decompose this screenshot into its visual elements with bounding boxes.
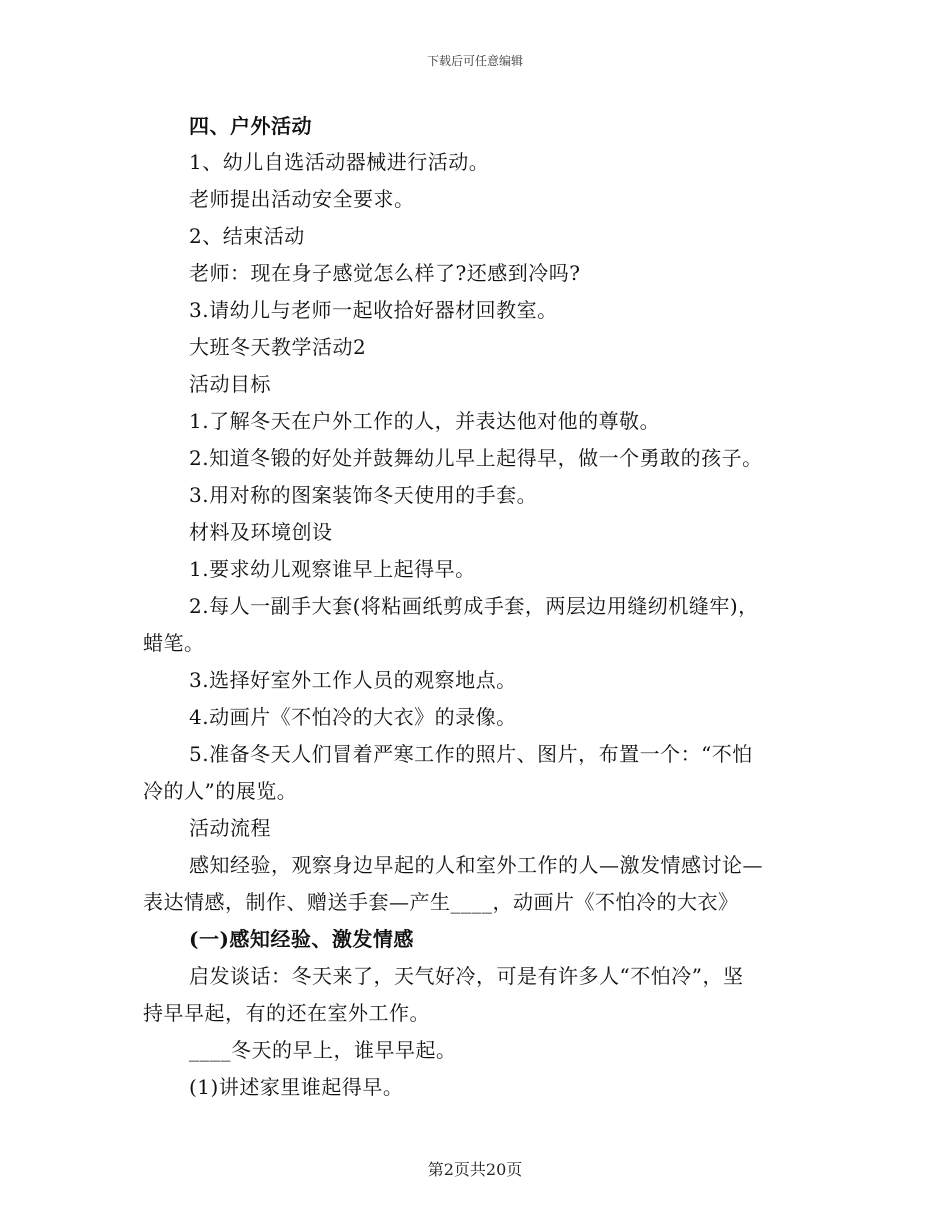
page-number: 第2页共20页 xyxy=(427,1160,523,1179)
paragraph-line: 感知经验，观察身边早起的人和室外工作的人—激发情感讨论— xyxy=(189,853,763,877)
paragraph-line: 3.选择好室外工作人员的观察地点。 xyxy=(189,668,517,692)
paragraph-line: 1.了解冬天在户外工作的人，并表达他对他的尊敬。 xyxy=(189,409,661,433)
paragraph-line: 2、结束活动 xyxy=(189,224,305,248)
paragraph-line: 活动流程 xyxy=(189,816,271,840)
paragraph-line: 老师提出活动安全要求。 xyxy=(189,187,415,211)
paragraph-line: 2.知道冬锻的好处并鼓舞幼儿早上起得早，做一个勇敢的孩子。 xyxy=(189,446,763,470)
section-heading: 四、户外活动 xyxy=(189,114,312,138)
paragraph-line: 4.动画片《不怕冷的大衣》的录像。 xyxy=(189,705,517,729)
paragraph-line: 表达情感，制作、赠送手套—产生____，动画片《不怕冷的大衣》 xyxy=(143,890,739,914)
paragraph-line: 老师：现在身子感觉怎么样了?还感到冷吗? xyxy=(189,261,581,285)
paragraph-line: 3.用对称的图案装饰冬天使用的手套。 xyxy=(189,483,538,507)
paragraph-line: 持早早起，有的还在室外工作。 xyxy=(143,1001,430,1025)
paragraph-line: (1)讲述家里谁起得早。 xyxy=(189,1075,404,1099)
page-header: 下载后可任意编辑 xyxy=(426,54,523,68)
paragraph-line: ____冬天的早上，谁早早起。 xyxy=(189,1038,457,1062)
paragraph-line: 2.每人一副手大套(将粘画纸剪成手套，两层边用缝纫机缝牢)， xyxy=(189,594,759,618)
paragraph-line: 蜡笔。 xyxy=(143,631,205,655)
paragraph-line: 3.请幼儿与老师一起收拾好器材回教室。 xyxy=(189,298,558,322)
paragraph-line: 5.准备冬天人们冒着严寒工作的照片、图片，布置一个：“不怕 xyxy=(189,742,753,766)
subsection-heading: (一)感知经验、激发情感 xyxy=(189,927,414,951)
paragraph-line: 冷的人”的展览。 xyxy=(143,779,298,803)
paragraph-line: 1、幼儿自选活动器械进行活动。 xyxy=(189,150,490,174)
paragraph-line: 1.要求幼儿观察谁早上起得早。 xyxy=(189,557,476,581)
paragraph-line: 活动目标 xyxy=(189,372,271,396)
paragraph-line: 材料及环境创设 xyxy=(189,520,333,544)
paragraph-line: 启发谈话：冬天来了，天气好冷，可是有许多人“不怕冷”，坚 xyxy=(189,964,744,988)
paragraph-line: 大班冬天教学活动2 xyxy=(189,335,367,359)
